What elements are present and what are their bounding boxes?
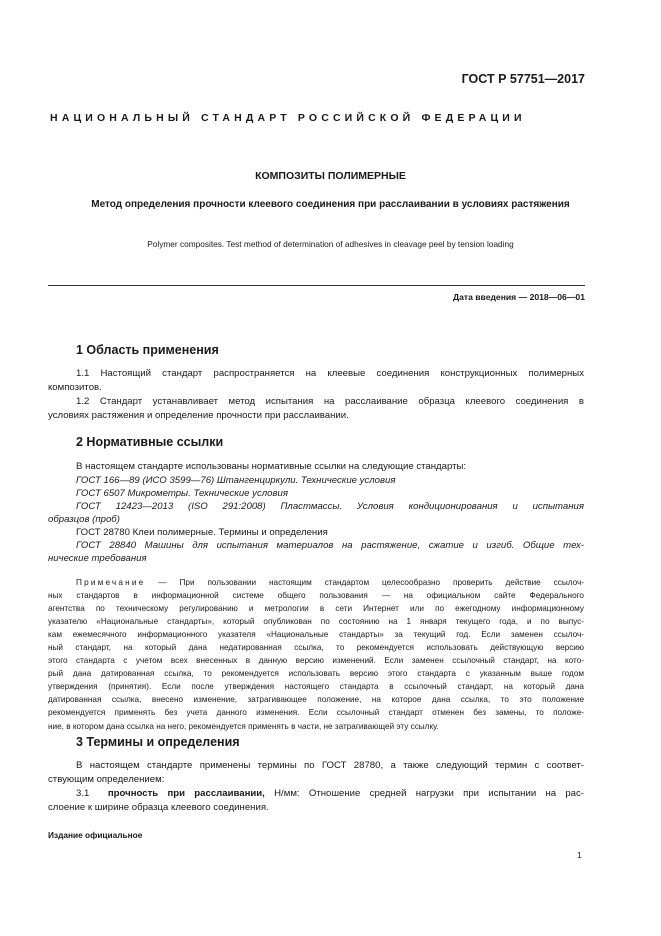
- reference-item: ГОСТ 166—89 (ИСО 3599—76) Штангенциркули. Технические условия: [76, 475, 396, 486]
- note-block: [48, 576, 584, 733]
- reference-item: ГОСТ 28840 Машины для испытания материалов на растяжение, сжатие и изгиб. Общие тех-: [76, 540, 584, 551]
- term-definition: Отношение средней нагрузки при испытании на рас-: [308, 788, 585, 799]
- note-line: утверждения (принятия). Если после утверждения настоящего стандарта в ссылочный стандарт, на который дана: [48, 682, 584, 692]
- note-line: — При пользовании настоящим стандартом целесообразно проверить действие ссылоч-: [158, 578, 584, 587]
- note-line: агентства по техническому регулированию и метрологии в сети Интернет или по ежегодному информационному: [48, 604, 584, 614]
- note-label: Примечание: [76, 578, 146, 587]
- reference-item-continuation: образцов (проб): [48, 514, 120, 525]
- document-title: КОМПОЗИТЫ ПОЛИМЕРНЫЕ: [255, 170, 406, 182]
- term-unit: Н/мм:: [274, 788, 300, 799]
- reference-item: ГОСТ 28780 Клеи полимерные. Термины и определения: [76, 527, 328, 538]
- note-line: ние, в котором дана ссылка на него, рекомендуется применять в части, не затрагивающей эту ссылку.: [48, 721, 439, 731]
- section-1-paragraph-1-line-1: 1.1 Настоящий стандарт распространяется на клеевые соединения конструкционных полимерных: [76, 368, 584, 379]
- note-line: рекомендуется применять без учета данного изменения. Если ссылочный стандарт отменен без замены, то положе-: [48, 708, 584, 718]
- note-line: кам ежемесячного информационного указателя «Национальные стандарты» за текущий год. Если заменен ссылоч-: [48, 630, 584, 640]
- section-1-paragraph-2-line-2: условиях растяжения и определение прочности при расслаивании.: [48, 410, 349, 421]
- english-title: Polymer composites. Test method of determination of adhesives in cleavage peel by tension loading: [147, 239, 514, 249]
- page-number: 1: [577, 850, 582, 860]
- note-line: рый дана датированная ссылка, то рекомендуется использовать версию этого стандарта с указанным выше годом: [48, 669, 584, 679]
- section-3-paragraph-line-1: В настоящем стандарте применены термины по ГОСТ 28780, а также следующий термин с соответ-: [76, 760, 584, 771]
- section-1-paragraph-1-line-2: композитов.: [48, 382, 102, 393]
- edition-label: Издание официальное: [48, 830, 143, 840]
- section-3-heading: 3 Термины и определения: [76, 735, 240, 749]
- section-1-paragraph-2-line-1: 1.2 Стандарт устанавливает метод испытания на расслаивание образца клеевого соединения в: [76, 396, 584, 407]
- document-subtitle: Метод определения прочности клеевого соединения при расслаивании в условиях растяжения: [91, 199, 570, 210]
- term-definition-line-2: слоение к ширине образца клеевого соединения.: [48, 802, 269, 813]
- national-standard-banner: НАЦИОНАЛЬНЫЙ СТАНДАРТ РОССИЙСКОЙ ФЕДЕРАЦИИ: [50, 112, 526, 124]
- note-line: указателю «Национальные стандарты», который опубликован по состоянию на 1 января текущего года, и по выпус-: [48, 617, 584, 627]
- reference-item: ГОСТ 6507 Микрометры. Технические условия: [76, 488, 288, 499]
- reference-item-continuation: нические требования: [48, 553, 147, 564]
- document-id: ГОСТ Р 57751—2017: [461, 72, 585, 86]
- horizontal-rule: [48, 285, 585, 286]
- section-1-heading: 1 Область применения: [76, 343, 219, 357]
- note-line: ных стандартов в информационной системе общего пользования — на официальном сайте Федерального: [48, 591, 584, 601]
- note-line: датированная ссылка, внесено изменение, затрагивающее положение, на которое дана ссылка, то это положение: [48, 695, 584, 705]
- introduction-date: Дата введения — 2018—06—01: [452, 292, 585, 302]
- reference-item: ГОСТ 12423—2013 (ISO 291:2008) Пластмассы. Условия кондиционирования и испытания: [76, 501, 584, 512]
- section-3-paragraph-line-2: ствующим определением:: [48, 774, 165, 785]
- section-2-intro: В настоящем стандарте использованы нормативные ссылки на следующие стандарты:: [76, 461, 467, 472]
- note-line: ный стандарт, на который дана недатированная ссылка, то рекомендуется использовать действующую версию: [48, 643, 584, 653]
- term-name: прочность при расслаивании,: [107, 788, 265, 799]
- note-line: этого стандарта с учетом всех внесенных в данную версию изменений. Если заменен ссылочный стандарт, на кото-: [48, 656, 584, 666]
- term-definition-line-1: [76, 788, 584, 799]
- section-2-heading: 2 Нормативные ссылки: [76, 435, 224, 449]
- term-number: 3.1: [76, 788, 90, 799]
